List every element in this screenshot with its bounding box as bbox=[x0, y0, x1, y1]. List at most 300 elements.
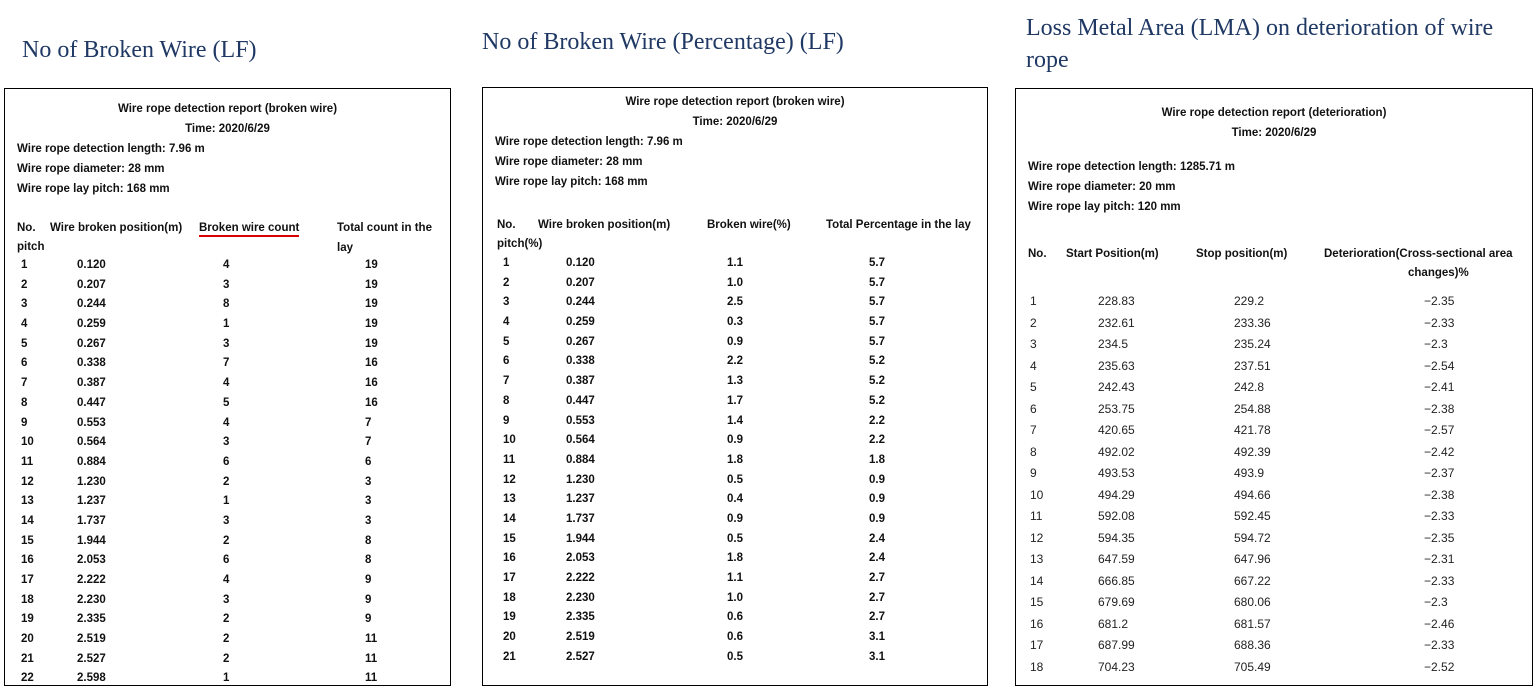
cell-position: 0.207 bbox=[77, 278, 106, 291]
cell-no: 5 bbox=[503, 335, 510, 348]
cell-total: 5.2 bbox=[869, 394, 885, 407]
cell-stop: 592.45 bbox=[1234, 509, 1271, 523]
cell-percentage: 0.3 bbox=[727, 316, 743, 329]
cell-total: 5.7 bbox=[869, 257, 885, 269]
col-header-stop: Stop position(m) bbox=[1196, 248, 1288, 260]
cell-no: 15 bbox=[503, 532, 516, 545]
report-panel-deterioration bbox=[1015, 88, 1533, 686]
cell-stop: 233.36 bbox=[1234, 315, 1271, 330]
table-row bbox=[1016, 550, 1532, 572]
cell-no: 19 bbox=[503, 611, 516, 624]
cell-stop: 494.66 bbox=[1234, 487, 1271, 502]
table-row bbox=[483, 472, 987, 492]
col-header-count-label: Broken wire count bbox=[199, 222, 299, 237]
cell-no: 9 bbox=[503, 414, 510, 427]
table-body bbox=[5, 257, 450, 686]
cell-percentage: 1.7 bbox=[727, 394, 743, 407]
cell-position: 0.267 bbox=[77, 337, 106, 350]
cell-total: 3 bbox=[365, 514, 372, 527]
lay-pitch: Wire rope lay pitch: 168 mm bbox=[495, 176, 648, 188]
cell-position: 0.267 bbox=[566, 335, 595, 348]
cell-percentage: 1.8 bbox=[727, 552, 743, 565]
cell-start: 492.02 bbox=[1098, 444, 1135, 459]
cell-deterioration: −2.33 bbox=[1424, 573, 1455, 588]
cell-total: 11 bbox=[365, 633, 378, 646]
table-row bbox=[483, 294, 987, 314]
cell-position: 1.737 bbox=[566, 512, 595, 525]
cell-position: 2.519 bbox=[77, 633, 106, 646]
cell-position: 0.387 bbox=[77, 377, 106, 390]
cell-percentage: 0.6 bbox=[727, 611, 743, 624]
cell-no: 12 bbox=[21, 475, 34, 488]
cell-no: 20 bbox=[21, 633, 34, 646]
cell-position: 2.335 bbox=[566, 611, 595, 624]
col-header-position: Wire broken position(m) bbox=[538, 219, 671, 231]
table-row bbox=[483, 393, 987, 413]
col-header-no: No. bbox=[497, 219, 516, 231]
table-row bbox=[483, 629, 987, 649]
table-row bbox=[5, 296, 450, 316]
cell-total: 0.9 bbox=[869, 493, 885, 506]
detection-length: Wire rope detection length: 7.96 m bbox=[17, 143, 205, 155]
table-body bbox=[483, 255, 987, 668]
cell-position: 0.553 bbox=[566, 414, 595, 427]
table-row bbox=[1016, 529, 1532, 551]
cell-percentage: 1.1 bbox=[727, 572, 743, 584]
cell-position: 0.259 bbox=[77, 318, 106, 331]
cell-total: 5.2 bbox=[869, 355, 885, 368]
cell-total: 5.7 bbox=[869, 316, 885, 329]
cell-deterioration: −2.33 bbox=[1424, 638, 1455, 652]
cell-count: 1 bbox=[223, 672, 230, 685]
cell-count: 3 bbox=[223, 593, 230, 606]
col-header-percentage: Broken wire(%) bbox=[707, 219, 791, 231]
table-row bbox=[483, 570, 987, 590]
report-title: Wire rope detection report (broken wire) bbox=[625, 96, 845, 108]
detection-length: Wire rope detection length: 7.96 m bbox=[495, 136, 683, 148]
table-row bbox=[1016, 636, 1532, 658]
cell-start: 592.08 bbox=[1098, 509, 1135, 523]
rope-diameter: Wire rope diameter: 28 mm bbox=[495, 156, 643, 168]
cell-percentage: 2.5 bbox=[727, 296, 743, 309]
cell-count: 2 bbox=[223, 613, 230, 626]
cell-no: 2 bbox=[21, 278, 28, 291]
cell-start: 647.59 bbox=[1098, 552, 1135, 566]
cell-total: 6 bbox=[365, 455, 372, 468]
cell-deterioration: −2.41 bbox=[1424, 380, 1455, 394]
cell-no: 18 bbox=[1030, 659, 1044, 674]
cell-total: 19 bbox=[365, 278, 378, 291]
cell-no: 6 bbox=[1030, 401, 1037, 416]
table-row bbox=[483, 353, 987, 373]
cell-count: 3 bbox=[223, 514, 230, 527]
cell-position: 0.884 bbox=[566, 453, 595, 466]
cell-no: 22 bbox=[21, 672, 34, 685]
cell-no: 11 bbox=[503, 453, 516, 466]
table-row bbox=[1016, 378, 1532, 400]
cell-count: 4 bbox=[223, 416, 230, 429]
cell-no: 1 bbox=[1030, 294, 1037, 308]
col-header-position: Wire broken position(m) bbox=[50, 222, 183, 234]
cell-total: 5.7 bbox=[869, 335, 885, 348]
cell-position: 0.564 bbox=[77, 436, 106, 449]
cell-position: 0.207 bbox=[566, 276, 595, 289]
table-row bbox=[483, 373, 987, 393]
col-header-no-pitch: pitch(%) bbox=[497, 238, 543, 250]
col-header-count bbox=[199, 218, 299, 238]
cell-no: 15 bbox=[1030, 595, 1044, 609]
table-row bbox=[1016, 486, 1532, 508]
cell-no: 2 bbox=[503, 276, 510, 289]
cell-deterioration: −2.57 bbox=[1424, 423, 1455, 437]
cell-percentage: 0.6 bbox=[727, 631, 743, 644]
cell-no: 17 bbox=[21, 574, 34, 586]
cell-stop: 647.96 bbox=[1234, 552, 1271, 566]
cell-stop: 229.2 bbox=[1234, 294, 1265, 308]
cell-stop: 237.51 bbox=[1234, 358, 1271, 373]
cell-no: 14 bbox=[21, 514, 34, 527]
cell-total: 9 bbox=[365, 613, 372, 626]
cell-total: 5.2 bbox=[869, 375, 885, 388]
table-row bbox=[5, 533, 450, 553]
cell-position: 1.237 bbox=[566, 493, 595, 506]
table-row bbox=[1016, 314, 1532, 336]
cell-position: 2.222 bbox=[77, 574, 106, 586]
cell-percentage: 1.1 bbox=[727, 257, 743, 269]
table-row bbox=[1016, 335, 1532, 357]
cell-total: 0.9 bbox=[869, 512, 885, 525]
cell-start: 679.69 bbox=[1098, 595, 1135, 609]
cell-no: 9 bbox=[21, 416, 28, 429]
cell-no: 10 bbox=[1030, 487, 1044, 502]
col-header-total: Total count in the lay bbox=[337, 222, 432, 254]
cell-start: 234.5 bbox=[1098, 337, 1129, 351]
table-row bbox=[5, 277, 450, 297]
cell-position: 0.338 bbox=[566, 355, 595, 368]
table-row bbox=[1016, 464, 1532, 486]
table-row bbox=[5, 592, 450, 612]
table-row bbox=[483, 334, 987, 354]
cell-position: 0.564 bbox=[566, 434, 595, 447]
table-row bbox=[1016, 443, 1532, 465]
cell-no: 12 bbox=[1030, 530, 1044, 545]
cell-position: 1.237 bbox=[77, 495, 106, 508]
cell-position: 0.259 bbox=[566, 316, 595, 329]
cell-total: 19 bbox=[365, 259, 378, 271]
cell-start: 420.65 bbox=[1098, 423, 1135, 437]
cell-no: 2 bbox=[1030, 315, 1037, 330]
cell-no: 17 bbox=[503, 572, 516, 584]
cell-total: 3.1 bbox=[869, 631, 885, 644]
cell-deterioration: −2.46 bbox=[1424, 616, 1455, 631]
col-header-deterioration-unit: changes)% bbox=[1408, 267, 1469, 279]
cell-no: 14 bbox=[503, 512, 516, 525]
cell-no: 5 bbox=[1030, 380, 1037, 394]
table-row bbox=[483, 491, 987, 511]
cell-total: 16 bbox=[365, 357, 378, 370]
cell-count: 2 bbox=[223, 633, 230, 646]
cell-count: 2 bbox=[223, 652, 230, 665]
cell-position: 2.527 bbox=[77, 652, 106, 665]
cell-percentage: 0.9 bbox=[727, 434, 743, 447]
table-row bbox=[5, 375, 450, 395]
cell-total: 11 bbox=[365, 672, 378, 685]
cell-total: 8 bbox=[365, 534, 372, 547]
table-row bbox=[1016, 421, 1532, 443]
cell-deterioration: −2.33 bbox=[1424, 315, 1455, 330]
cell-no: 4 bbox=[1030, 358, 1037, 373]
cell-percentage: 1.4 bbox=[727, 414, 743, 427]
cell-count: 3 bbox=[223, 337, 230, 350]
caption-broken-wire-percentage: No of Broken Wire (Percentage) (LF) bbox=[482, 29, 844, 55]
table-row bbox=[5, 415, 450, 435]
cell-position: 2.053 bbox=[77, 554, 106, 567]
cell-start: 666.85 bbox=[1098, 573, 1135, 588]
cell-stop: 594.72 bbox=[1234, 530, 1271, 545]
cell-no: 11 bbox=[21, 455, 34, 468]
cell-start: 242.43 bbox=[1098, 380, 1135, 394]
cell-count: 2 bbox=[223, 534, 230, 547]
table-row bbox=[1016, 593, 1532, 615]
cell-percentage: 0.5 bbox=[727, 650, 743, 663]
table-row bbox=[483, 550, 987, 570]
cell-deterioration: −2.52 bbox=[1424, 659, 1455, 674]
cell-deterioration: −2.3 bbox=[1424, 337, 1448, 351]
cell-total: 7 bbox=[365, 416, 372, 429]
cell-position: 2.053 bbox=[566, 552, 595, 565]
cell-start: 253.75 bbox=[1098, 401, 1135, 416]
cell-deterioration: −2.3 bbox=[1424, 595, 1448, 609]
cell-percentage: 0.5 bbox=[727, 532, 743, 545]
cell-deterioration: −2.35 bbox=[1424, 530, 1455, 545]
cell-start: 494.29 bbox=[1098, 487, 1135, 502]
cell-total: 19 bbox=[365, 318, 378, 331]
caption-loss-metal-area: Loss Metal Area (LMA) on deterioration of wire rope bbox=[1026, 15, 1494, 73]
cell-position: 2.527 bbox=[566, 650, 595, 663]
cell-no: 13 bbox=[1030, 552, 1044, 566]
cell-position: 2.230 bbox=[566, 591, 595, 604]
cell-percentage: 1.0 bbox=[727, 276, 743, 289]
table-row bbox=[5, 572, 450, 592]
cell-position: 2.222 bbox=[566, 572, 595, 584]
table-row bbox=[5, 336, 450, 356]
table-row bbox=[1016, 572, 1532, 594]
cell-stop: 492.39 bbox=[1234, 444, 1271, 459]
cell-total: 9 bbox=[365, 593, 372, 606]
cell-no: 13 bbox=[21, 495, 34, 508]
cell-total: 16 bbox=[365, 396, 378, 409]
cell-deterioration: −2.42 bbox=[1424, 444, 1455, 459]
cell-count: 3 bbox=[223, 278, 230, 291]
col-header-start: Start Position(m) bbox=[1066, 248, 1159, 260]
table-row bbox=[483, 275, 987, 295]
cell-stop: 242.8 bbox=[1234, 380, 1265, 394]
lay-pitch: Wire rope lay pitch: 120 mm bbox=[1028, 201, 1181, 213]
cell-count: 4 bbox=[223, 377, 230, 390]
table-row bbox=[483, 531, 987, 551]
cell-position: 1.737 bbox=[77, 514, 106, 527]
table-row bbox=[1016, 615, 1532, 637]
cell-total: 7 bbox=[365, 436, 372, 449]
col-header-no: No. bbox=[17, 222, 36, 234]
cell-start: 687.99 bbox=[1098, 638, 1135, 652]
table-row bbox=[5, 513, 450, 533]
cell-no: 8 bbox=[1030, 444, 1037, 459]
table-row bbox=[483, 609, 987, 629]
cell-no: 3 bbox=[1030, 337, 1037, 351]
cell-deterioration: −2.37 bbox=[1424, 466, 1455, 480]
cell-percentage: 0.9 bbox=[727, 512, 743, 525]
cell-percentage: 0.4 bbox=[727, 493, 743, 506]
cell-start: 704.23 bbox=[1098, 659, 1135, 674]
table-row bbox=[5, 395, 450, 415]
cell-no: 5 bbox=[21, 337, 28, 350]
cell-count: 8 bbox=[223, 298, 230, 311]
cell-start: 232.61 bbox=[1098, 315, 1135, 330]
cell-total: 2.4 bbox=[869, 552, 885, 565]
cell-percentage: 1.3 bbox=[727, 375, 743, 388]
cell-deterioration: −2.38 bbox=[1424, 487, 1455, 502]
cell-position: 0.120 bbox=[566, 257, 595, 269]
report-time: Time: 2020/6/29 bbox=[185, 123, 270, 135]
cell-total: 2.2 bbox=[869, 434, 885, 447]
cell-no: 16 bbox=[21, 554, 34, 567]
cell-percentage: 1.0 bbox=[727, 591, 743, 604]
cell-no: 1 bbox=[21, 259, 28, 271]
cell-count: 3 bbox=[223, 436, 230, 449]
cell-no: 16 bbox=[503, 552, 516, 565]
report-title: Wire rope detection report (deterioration) bbox=[1161, 107, 1387, 119]
cell-percentage: 1.8 bbox=[727, 453, 743, 466]
cell-position: 0.884 bbox=[77, 455, 106, 468]
cell-count: 5 bbox=[223, 396, 230, 409]
cell-no: 10 bbox=[21, 436, 34, 449]
cell-start: 681.2 bbox=[1098, 616, 1129, 631]
cell-no: 7 bbox=[1030, 423, 1037, 437]
cell-position: 0.338 bbox=[77, 357, 106, 370]
cell-total: 5.7 bbox=[869, 276, 885, 289]
cell-no: 13 bbox=[503, 493, 516, 506]
cell-total: 0.9 bbox=[869, 473, 885, 486]
cell-count: 7 bbox=[223, 357, 230, 370]
cell-start: 235.63 bbox=[1098, 358, 1135, 373]
cell-deterioration: −2.54 bbox=[1424, 358, 1455, 373]
cell-count: 4 bbox=[223, 574, 230, 586]
cell-total: 11 bbox=[365, 652, 378, 665]
cell-no: 18 bbox=[21, 593, 34, 606]
cell-position: 2.519 bbox=[566, 631, 595, 644]
cell-total: 5.7 bbox=[869, 296, 885, 309]
table-row bbox=[1016, 292, 1532, 314]
cell-no: 10 bbox=[503, 434, 516, 447]
table-row bbox=[483, 649, 987, 669]
cell-stop: 681.57 bbox=[1234, 616, 1271, 631]
table-row bbox=[1016, 658, 1532, 680]
cell-no: 16 bbox=[1030, 616, 1044, 631]
cell-position: 1.944 bbox=[566, 532, 595, 545]
col-header-total: Total Percentage in the lay bbox=[826, 219, 971, 231]
table-row bbox=[483, 452, 987, 472]
detection-length: Wire rope detection length: 1285.71 m bbox=[1028, 161, 1235, 173]
cell-total: 2.7 bbox=[869, 572, 885, 584]
caption-broken-wire: No of Broken Wire (LF) bbox=[22, 37, 257, 63]
cell-no: 20 bbox=[503, 631, 516, 644]
cell-position: 2.335 bbox=[77, 613, 106, 626]
cell-no: 14 bbox=[1030, 573, 1044, 588]
col-header-deterioration: Deterioration(Cross-sectional area bbox=[1324, 248, 1513, 260]
cell-stop: 235.24 bbox=[1234, 337, 1271, 351]
table-row bbox=[483, 590, 987, 610]
table-row bbox=[5, 474, 450, 494]
cell-no: 3 bbox=[503, 296, 510, 309]
cell-total: 1.8 bbox=[869, 453, 885, 466]
table-row bbox=[5, 493, 450, 513]
cell-no: 4 bbox=[21, 318, 28, 331]
table-row bbox=[5, 552, 450, 572]
table-row bbox=[483, 432, 987, 452]
table-row bbox=[483, 511, 987, 531]
cell-no: 19 bbox=[21, 613, 34, 626]
table-row bbox=[5, 434, 450, 454]
cell-stop: 493.9 bbox=[1234, 466, 1265, 480]
table-body bbox=[1016, 292, 1532, 679]
table-row bbox=[5, 257, 450, 277]
cell-no: 6 bbox=[503, 355, 510, 368]
report-time: Time: 2020/6/29 bbox=[1231, 127, 1317, 139]
cell-count: 1 bbox=[223, 495, 230, 508]
cell-no: 7 bbox=[21, 377, 28, 390]
table-row bbox=[483, 255, 987, 275]
cell-deterioration: −2.38 bbox=[1424, 401, 1455, 416]
cell-no: 8 bbox=[503, 394, 510, 407]
cell-stop: 680.06 bbox=[1234, 595, 1271, 609]
cell-total: 19 bbox=[365, 337, 378, 350]
report-panel-broken-wire-percentage bbox=[482, 87, 988, 686]
table-row bbox=[1016, 400, 1532, 422]
cell-count: 4 bbox=[223, 259, 230, 271]
cell-position: 0.387 bbox=[566, 375, 595, 388]
cell-position: 1.944 bbox=[77, 534, 106, 547]
cell-total: 2.2 bbox=[869, 414, 885, 427]
table-row bbox=[5, 651, 450, 671]
table-row bbox=[5, 631, 450, 651]
cell-deterioration: −2.33 bbox=[1424, 509, 1455, 523]
cell-count: 1 bbox=[223, 318, 230, 331]
cell-total: 19 bbox=[365, 298, 378, 311]
cell-count: 6 bbox=[223, 554, 230, 567]
cell-total: 2.7 bbox=[869, 591, 885, 604]
cell-start: 228.83 bbox=[1098, 294, 1135, 308]
table-row bbox=[1016, 507, 1532, 529]
cell-total: 3.1 bbox=[869, 650, 885, 663]
cell-position: 2.230 bbox=[77, 593, 106, 606]
cell-position: 0.244 bbox=[77, 298, 106, 311]
cell-no: 21 bbox=[21, 652, 34, 665]
cell-total: 2.7 bbox=[869, 611, 885, 624]
cell-position: 0.553 bbox=[77, 416, 106, 429]
rope-diameter: Wire rope diameter: 20 mm bbox=[1028, 181, 1176, 193]
cell-total: 9 bbox=[365, 574, 372, 586]
cell-start: 594.35 bbox=[1098, 530, 1135, 545]
cell-total: 3 bbox=[365, 475, 372, 488]
cell-no: 9 bbox=[1030, 466, 1037, 480]
table-row bbox=[5, 316, 450, 336]
cell-count: 6 bbox=[223, 455, 230, 468]
rope-diameter: Wire rope diameter: 28 mm bbox=[17, 163, 165, 175]
cell-position: 0.447 bbox=[77, 396, 106, 409]
cell-total: 8 bbox=[365, 554, 372, 567]
cell-position: 0.120 bbox=[77, 259, 106, 271]
